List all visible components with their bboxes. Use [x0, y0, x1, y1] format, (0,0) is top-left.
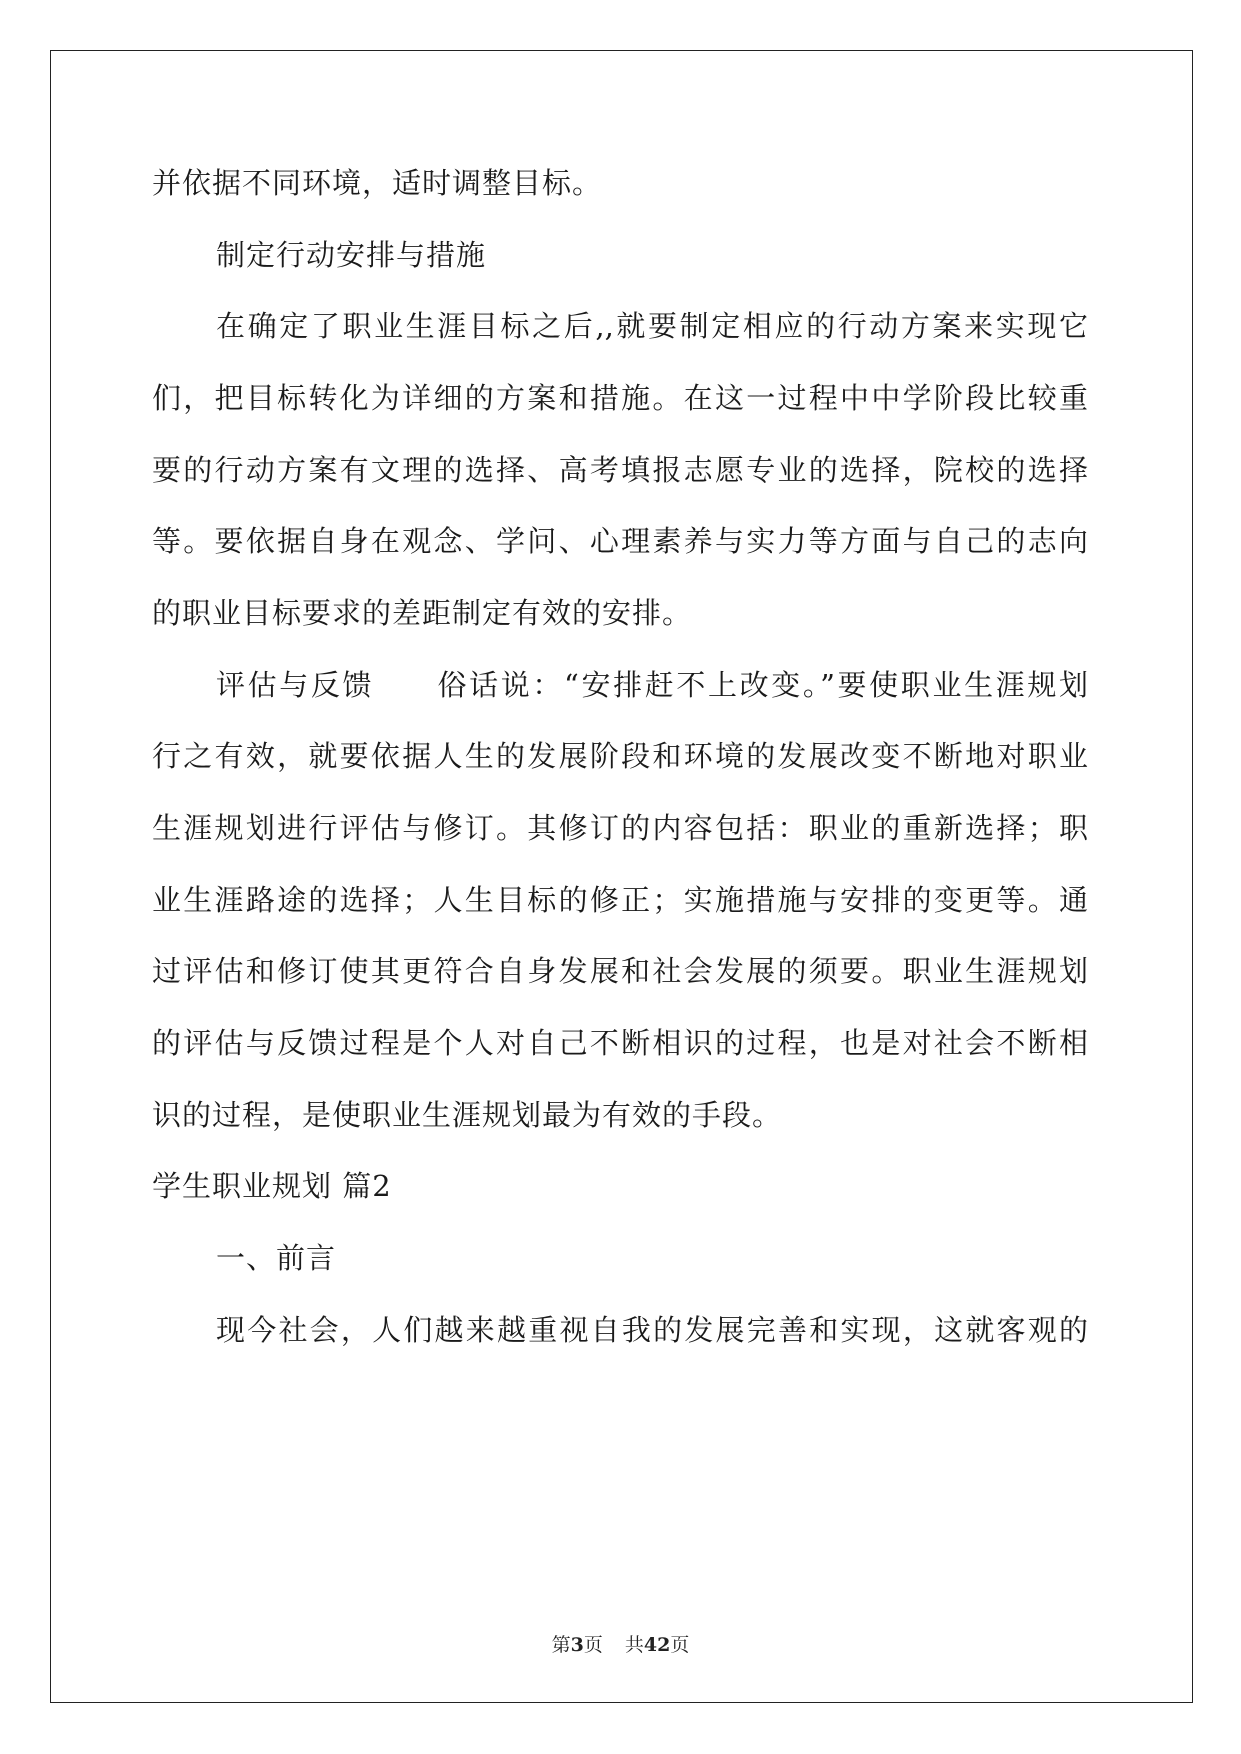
article-heading: 学生职业规划 篇2: [152, 1169, 392, 1203]
paragraph-line: 过评估和修订使其更符合自身发展和社会发展的须要。职业生涯规划: [152, 954, 1088, 988]
section-heading: 制定行动安排与措施: [216, 238, 487, 272]
total-pages: 42: [643, 1634, 671, 1656]
paragraph-line: 现今社会，人们越来越重视自我的发展完善和实现，这就客观的: [216, 1313, 1088, 1347]
paragraph-line: 评估与反馈 俗话说：“安排赶不上改变。”要使职业生涯规划: [216, 668, 1088, 702]
paragraph-line: 的职业目标要求的差距制定有效的安排。: [152, 596, 693, 630]
paragraph-line: 生涯规划进行评估与修订。其修订的内容包括：职业的重新选择；职: [152, 811, 1088, 845]
paragraph-line: 并依据不同环境，适时调整目标。: [152, 166, 603, 200]
paragraph-line: 业生涯路途的选择；人生目标的修正；实施措施与安排的变更等。通: [152, 883, 1088, 917]
section-heading: 一、前言: [216, 1241, 337, 1275]
paragraph-line: 的评估与反馈过程是个人对自己不断相识的过程，也是对社会不断相: [152, 1026, 1088, 1060]
page-suffix: 页: [583, 1634, 603, 1656]
total-prefix: 共: [624, 1634, 644, 1656]
page-prefix: 第: [551, 1634, 571, 1656]
page-number: 3: [570, 1634, 584, 1656]
paragraph-line: 在确定了职业生涯目标之后,,就要制定相应的行动方案来实现它: [216, 309, 1088, 343]
paragraph-line: 们，把目标转化为详细的方案和措施。在这一过程中中学阶段比较重: [152, 381, 1088, 415]
paragraph-line: 行之有效，就要依据人生的发展阶段和环境的发展改变不断地对职业: [152, 739, 1088, 773]
paragraph-line: 要的行动方案有文理的选择、高考填报志愿专业的选择，院校的选择: [152, 453, 1088, 487]
paragraph-line: 识的过程，是使职业生涯规划最为有效的手段。: [152, 1098, 783, 1132]
total-suffix: 页: [670, 1634, 690, 1656]
paragraph-line: 等。要依据自身在观念、学问、心理素养与实力等方面与自己的志向: [152, 524, 1088, 558]
page-border: [50, 50, 1193, 1703]
page-footer: [0, 1630, 1241, 1657]
